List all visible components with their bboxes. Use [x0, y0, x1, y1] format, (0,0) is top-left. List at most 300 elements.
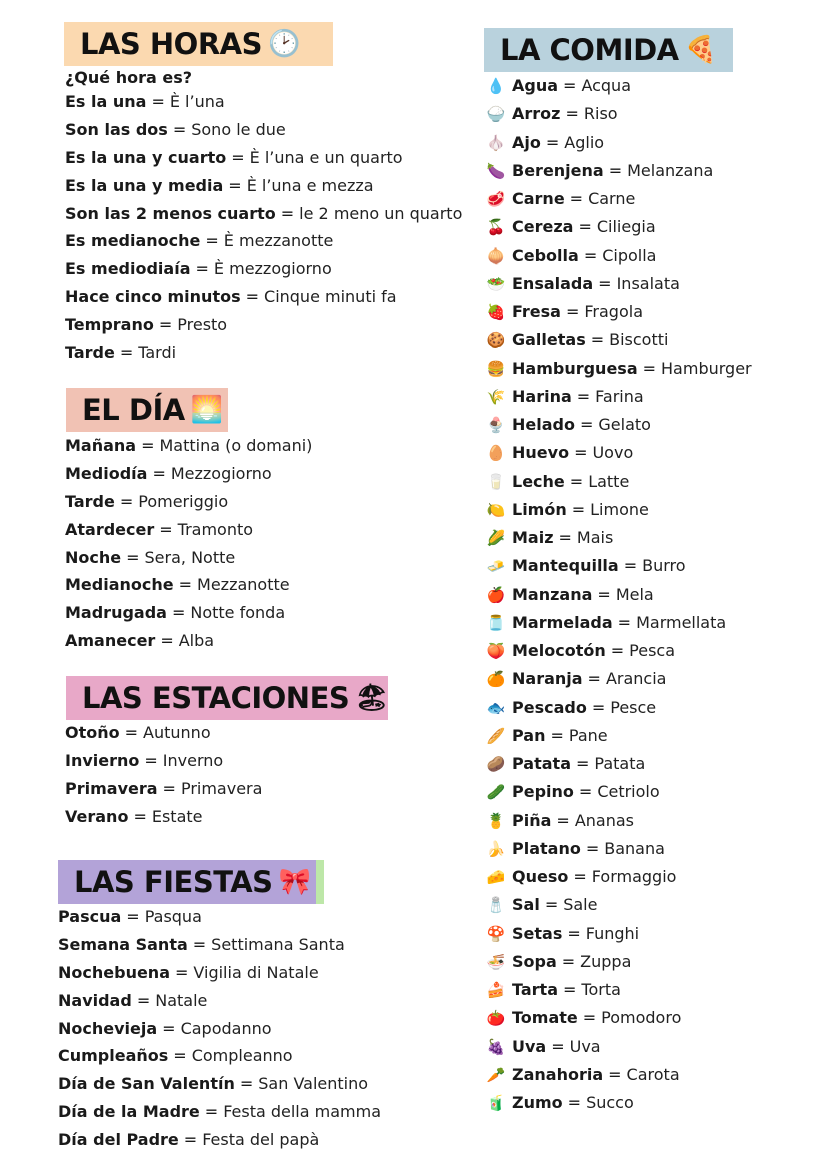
- italian-translation: Natale: [155, 990, 208, 1010]
- italian-translation: Burro: [642, 556, 686, 576]
- equals-sign: =: [569, 471, 584, 491]
- spanish-term: Zumo: [512, 1093, 563, 1112]
- equals-sign: =: [565, 104, 579, 124]
- spanish-term: Cereza: [512, 217, 574, 237]
- comida-list: [484, 72, 752, 1117]
- vocab-row: [484, 129, 752, 157]
- spanish-term: Otoño: [65, 723, 120, 742]
- vocab-row: [484, 524, 752, 552]
- egg-icon: 🥚: [486, 444, 506, 463]
- italian-translation: Torta: [581, 980, 621, 999]
- section-title-estaciones-text: LAS ESTACIONES: [82, 681, 350, 715]
- spanish-term: Es la una y media: [65, 175, 224, 195]
- italian-translation: Pomodoro: [601, 1008, 682, 1028]
- spanish-term: Temprano: [65, 315, 154, 335]
- vocab-row: [484, 863, 752, 891]
- spanish-term: Zanahoria: [512, 1064, 604, 1084]
- section-title-horas-text: LAS HORAS: [80, 27, 262, 61]
- equals-sign: =: [610, 641, 625, 660]
- italian-translation: Primavera: [180, 778, 263, 798]
- italian-translation: Sera, Notte: [144, 547, 236, 567]
- butter-icon: 🧈: [486, 557, 506, 576]
- spanish-term: Manzana: [512, 584, 593, 604]
- spanish-term: Berenjena: [512, 160, 604, 180]
- vocab-row: [484, 185, 752, 213]
- spanish-term: Tomate: [512, 1008, 578, 1028]
- spanish-term: Mediodía: [65, 463, 148, 483]
- vocab-row: [484, 976, 752, 1004]
- equals-sign: =: [124, 723, 139, 742]
- italian-translation: Marmellata: [636, 612, 727, 632]
- equals-sign: =: [574, 443, 588, 463]
- salad-icon: 🥗: [486, 274, 506, 293]
- italian-translation: Latte: [588, 471, 630, 491]
- vocab-row: [65, 747, 262, 775]
- spanish-term: Navidad: [58, 990, 132, 1010]
- vocab-row: [484, 637, 752, 665]
- italian-translation: Mattina (o domani): [159, 436, 313, 455]
- vocab-row: [58, 903, 381, 931]
- italian-translation: Carota: [626, 1064, 680, 1084]
- spanish-term: Melocotón: [512, 641, 606, 660]
- corn-icon: 🌽: [486, 529, 506, 547]
- equals-sign: =: [598, 273, 612, 293]
- italian-translation: È mezzogiorno: [213, 259, 332, 279]
- italian-translation: È l’una e mezza: [246, 175, 374, 195]
- italian-translation: Formaggio: [591, 867, 677, 886]
- vocab-row: [484, 355, 752, 383]
- italian-translation: Pane: [568, 725, 608, 745]
- italian-translation: Mezzanotte: [197, 575, 290, 595]
- spanish-term: Nochebuena: [58, 962, 170, 982]
- italian-translation: Ciliegia: [596, 217, 656, 237]
- equals-sign: =: [582, 1008, 597, 1028]
- spanish-term: Hamburguesa: [512, 358, 638, 378]
- vocab-row: [484, 1089, 752, 1117]
- vocab-row: [484, 326, 752, 354]
- fiestas-list: [58, 903, 381, 1154]
- italian-translation: Carne: [588, 189, 636, 208]
- ribbon-icon: 🎀: [278, 867, 311, 897]
- italian-translation: Aglio: [564, 132, 605, 152]
- sunrise-icon: 🌅: [190, 395, 223, 425]
- milk-icon: 🥛: [486, 472, 506, 491]
- spanish-term: Naranja: [512, 669, 583, 689]
- equals-sign: =: [565, 302, 580, 321]
- vocab-row: [58, 1015, 381, 1043]
- rice-icon: 🍚: [486, 105, 506, 124]
- pineapple-icon: 🍍: [486, 811, 506, 830]
- vocab-row: [65, 88, 462, 116]
- vocab-row: [65, 255, 462, 283]
- spanish-term: Son las 2 menos cuarto: [65, 203, 276, 223]
- spanish-term: Semana Santa: [58, 934, 188, 954]
- juice-box-icon: 🧃: [486, 1094, 506, 1112]
- jar-icon: 🫙: [486, 613, 506, 632]
- vocab-row: [484, 72, 752, 100]
- spanish-term: Platano: [512, 838, 581, 858]
- spanish-term: Galletas: [512, 330, 586, 350]
- section-title-dia-text: EL DÍA: [82, 393, 185, 427]
- equals-sign: =: [141, 436, 155, 455]
- italian-translation: Farina: [595, 386, 644, 406]
- equals-sign: =: [642, 358, 657, 378]
- italian-translation: È mezzanotte: [223, 231, 334, 251]
- equals-sign: =: [172, 119, 187, 139]
- italian-translation: Festa del papà: [202, 1130, 320, 1150]
- equals-sign: =: [558, 528, 572, 547]
- equals-sign: =: [119, 343, 134, 363]
- spanish-term: Tarde: [65, 491, 115, 511]
- vocab-row: [58, 959, 381, 987]
- spanish-term: Maiz: [512, 528, 554, 547]
- vocab-row: [58, 931, 381, 959]
- apple-icon: 🍎: [486, 585, 506, 604]
- spanish-term: Sal: [512, 895, 540, 915]
- vocab-row: [65, 311, 462, 339]
- vocab-row: [65, 432, 312, 460]
- cake-icon: 🍰: [486, 981, 506, 999]
- beach-umbrella-icon: 🏖: [355, 683, 388, 713]
- orange-icon: 🍊: [486, 670, 506, 689]
- spanish-term: Día de San Valentín: [58, 1074, 235, 1094]
- spanish-term: Carne: [512, 189, 565, 208]
- equals-sign: =: [195, 259, 209, 279]
- italian-translation: Estate: [151, 806, 203, 826]
- equals-sign: =: [239, 1074, 254, 1094]
- equals-sign: =: [162, 1018, 176, 1038]
- equals-sign: =: [173, 1046, 187, 1066]
- equals-sign: =: [623, 556, 638, 576]
- equals-sign: =: [228, 175, 242, 195]
- vocab-row: [484, 948, 752, 976]
- vocab-row: [484, 609, 752, 637]
- equals-sign: =: [144, 750, 158, 770]
- italian-translation: Pesca: [629, 641, 676, 660]
- italian-translation: Hamburger: [661, 358, 752, 378]
- spanish-term: Nochevieja: [58, 1018, 158, 1038]
- italian-translation: Fragola: [584, 302, 643, 321]
- equals-sign: =: [573, 867, 587, 886]
- equals-sign: =: [280, 203, 295, 223]
- spanish-term: Amanecer: [65, 631, 156, 651]
- vocab-row: [484, 1004, 752, 1032]
- vocab-row: [484, 157, 752, 185]
- equals-sign: =: [576, 386, 591, 406]
- vocab-row: [484, 665, 752, 693]
- spanish-term: Ajo: [512, 132, 541, 152]
- vocab-row: [484, 411, 752, 439]
- spanish-term: Día de la Madre: [58, 1102, 200, 1122]
- vocab-row: [484, 1061, 752, 1089]
- vocab-row: [65, 144, 462, 172]
- spanish-term: Marmelada: [512, 612, 613, 632]
- italian-translation: Mela: [615, 584, 654, 604]
- spanish-term: Helado: [512, 415, 575, 434]
- equals-sign: =: [205, 231, 219, 251]
- spanish-term: Queso: [512, 867, 569, 886]
- spanish-term: Pescado: [512, 697, 587, 717]
- vocab-row: [484, 383, 752, 411]
- equals-sign: =: [158, 315, 173, 335]
- italian-translation: Cipolla: [602, 245, 657, 265]
- vocab-row: [484, 270, 752, 298]
- vocab-row: [65, 571, 312, 599]
- vocab-row: [484, 778, 752, 806]
- vocab-row: [65, 599, 312, 627]
- italian-translation: Autunno: [143, 723, 211, 742]
- italian-translation: Funghi: [585, 923, 640, 943]
- spanish-term: Es la una y cuarto: [65, 147, 227, 167]
- vocab-row: [58, 1070, 381, 1098]
- italian-translation: Tardi: [138, 343, 177, 363]
- italian-translation: Notte fonda: [190, 603, 286, 623]
- cheese-icon: 🧀: [486, 868, 506, 886]
- equals-sign: =: [136, 990, 151, 1010]
- equals-sign: =: [245, 287, 260, 307]
- spanish-term: Cumpleaños: [58, 1046, 169, 1066]
- equals-sign: =: [126, 547, 140, 567]
- ice-cream-icon: 🍨: [486, 416, 506, 434]
- spanish-term: Huevo: [512, 443, 570, 463]
- vocab-row: [58, 1098, 381, 1126]
- italian-translation: Capodanno: [180, 1018, 272, 1038]
- carrot-icon: 🥕: [486, 1065, 506, 1084]
- italian-translation: Acqua: [581, 76, 631, 95]
- wheat-icon: 🌾: [486, 387, 506, 406]
- italian-translation: È l’una: [169, 92, 225, 111]
- equals-sign: =: [178, 575, 193, 595]
- vocab-row: [65, 460, 312, 488]
- equals-sign: =: [162, 778, 176, 798]
- equals-sign: =: [545, 132, 560, 152]
- equals-sign: =: [160, 631, 174, 651]
- section-title-horas: [64, 22, 333, 66]
- spanish-term: Madrugada: [65, 603, 167, 623]
- vocab-row: [484, 835, 752, 863]
- italian-translation: Festa della mamma: [223, 1102, 382, 1122]
- italian-translation: Riso: [583, 104, 618, 124]
- italian-translation: Arancia: [605, 669, 667, 689]
- italian-translation: Uovo: [592, 443, 634, 463]
- italian-translation: San Valentino: [258, 1074, 369, 1094]
- equals-sign: =: [192, 934, 207, 954]
- vocab-row: [484, 722, 752, 750]
- italian-translation: Alba: [178, 631, 215, 651]
- equals-sign: =: [590, 330, 605, 350]
- meat-icon: 🥩: [486, 190, 506, 208]
- vocab-row: [65, 627, 312, 655]
- spanish-term: Primavera: [65, 778, 158, 798]
- equals-sign: =: [608, 160, 623, 180]
- equals-sign: =: [569, 189, 584, 208]
- vocab-row: [484, 439, 752, 467]
- spanish-term: Ensalada: [512, 273, 594, 293]
- italian-translation: Limone: [590, 499, 649, 519]
- equals-sign: =: [119, 491, 134, 511]
- spanish-term: Tarta: [512, 980, 558, 999]
- section-title-comida-text: LA COMIDA: [500, 33, 679, 67]
- italian-translation: Banana: [604, 838, 665, 858]
- equals-sign: =: [231, 147, 245, 167]
- garlic-icon: 🧄: [486, 133, 506, 152]
- spanish-term: Cebolla: [512, 245, 579, 265]
- clock-icon: 🕑: [268, 29, 300, 59]
- equals-sign: =: [567, 923, 581, 943]
- italian-translation: Mais: [576, 528, 614, 547]
- equals-sign: =: [550, 725, 564, 745]
- italian-translation: Mezzogiorno: [170, 463, 272, 483]
- vocab-row: [65, 172, 462, 200]
- spanish-term: Pascua: [58, 907, 122, 926]
- vocab-row: [65, 200, 462, 228]
- spanish-term: Hace cinco minutos: [65, 287, 241, 307]
- vocab-row: [65, 719, 262, 747]
- vocab-row: [65, 116, 462, 144]
- equals-sign: =: [152, 463, 166, 483]
- hamburger-icon: 🍔: [486, 359, 506, 378]
- equals-sign: =: [617, 612, 632, 632]
- equals-sign: =: [578, 217, 592, 237]
- italian-translation: Melanzana: [627, 160, 714, 180]
- spanish-term: Es la una: [65, 92, 147, 111]
- equals-sign: =: [608, 1064, 622, 1084]
- italian-translation: Inverno: [162, 750, 224, 770]
- vocab-row: [65, 283, 462, 311]
- tomato-icon: 🍅: [486, 1009, 506, 1028]
- equals-sign: =: [562, 980, 577, 999]
- vocab-row: [484, 1033, 752, 1061]
- italian-translation: Succo: [586, 1093, 634, 1112]
- peach-icon: 🍑: [486, 642, 506, 660]
- section-title-dia: [66, 388, 228, 432]
- vocab-row: [484, 920, 752, 948]
- spanish-term: Son las dos: [65, 119, 168, 139]
- equals-sign: =: [563, 76, 577, 95]
- equals-sign: =: [587, 669, 601, 689]
- equals-sign: =: [575, 754, 590, 773]
- vocab-row: [484, 298, 752, 326]
- equals-sign: =: [567, 1093, 582, 1112]
- mushroom-icon: 🍄: [486, 924, 506, 943]
- equals-sign: =: [151, 92, 165, 111]
- horas-list: [65, 88, 462, 367]
- equals-sign: =: [585, 838, 600, 858]
- spanish-term: Piña: [512, 810, 552, 830]
- spanish-term: Invierno: [65, 750, 140, 770]
- spanish-term: Uva: [512, 1036, 547, 1056]
- soup-icon: 🍜: [486, 952, 506, 971]
- cookie-icon: 🍪: [486, 331, 506, 350]
- vocab-row: [65, 488, 312, 516]
- italian-translation: Pomeriggio: [138, 491, 229, 511]
- vocab-row: [65, 803, 262, 831]
- italian-translation: Insalata: [616, 273, 680, 293]
- spanish-term: Setas: [512, 923, 563, 943]
- italian-translation: Ananas: [574, 810, 634, 830]
- pizza-icon: 🍕: [684, 35, 717, 65]
- equals-sign: =: [133, 806, 147, 826]
- spanish-term: Es medianoche: [65, 231, 201, 251]
- cherries-icon: 🍒: [486, 218, 506, 237]
- equals-sign: =: [204, 1102, 219, 1122]
- equals-sign: =: [159, 519, 173, 539]
- spanish-term: Arroz: [512, 104, 561, 124]
- equals-sign: =: [579, 415, 594, 434]
- italian-translation: Vigilia di Natale: [193, 962, 319, 982]
- spanish-term: Pepino: [512, 782, 574, 802]
- section-title-comida: [484, 28, 733, 72]
- italian-translation: Sale: [563, 895, 598, 915]
- banana-icon: 🍌: [486, 839, 506, 858]
- spanish-term: Agua: [512, 76, 559, 95]
- vocab-row: [58, 1042, 381, 1070]
- vocab-row: [65, 544, 312, 572]
- italian-translation: Zuppa: [580, 951, 632, 971]
- equals-sign: =: [551, 1036, 565, 1056]
- italian-translation: le 2 meno un quarto: [299, 203, 463, 223]
- estaciones-list: [65, 719, 262, 831]
- italian-translation: Pesce: [610, 697, 657, 717]
- onion-icon: 🧅: [486, 246, 506, 265]
- italian-translation: È l’una e un quarto: [249, 147, 403, 167]
- vocab-row: [484, 581, 752, 609]
- strawberry-icon: 🍓: [486, 303, 506, 321]
- bread-icon: 🥖: [486, 726, 506, 745]
- spanish-term: Atardecer: [65, 519, 155, 539]
- equals-sign: =: [544, 895, 559, 915]
- vocab-row: [58, 987, 381, 1015]
- grapes-icon: 🍇: [486, 1037, 506, 1056]
- equals-sign: =: [556, 810, 570, 830]
- italian-translation: Settimana Santa: [211, 934, 345, 954]
- vocab-row: [484, 807, 752, 835]
- equals-sign: =: [175, 962, 189, 982]
- section-title-fiestas: [58, 860, 324, 904]
- italian-translation: Presto: [177, 315, 228, 335]
- italian-translation: Biscotti: [609, 330, 669, 350]
- spanish-term: Sopa: [512, 951, 557, 971]
- lemon-icon: 🍋: [486, 500, 506, 519]
- vocab-row: [484, 694, 752, 722]
- vocab-row: [484, 552, 752, 580]
- italian-translation: Cinque minuti fa: [264, 287, 397, 307]
- section-title-fiestas-text: LAS FIESTAS: [74, 865, 273, 899]
- spanish-term: Harina: [512, 386, 572, 406]
- vocab-row: [484, 213, 752, 241]
- vocab-row: [484, 468, 752, 496]
- spanish-term: Día del Padre: [58, 1130, 179, 1150]
- italian-translation: Uva: [569, 1036, 601, 1056]
- spanish-term: Leche: [512, 471, 565, 491]
- equals-sign: =: [597, 584, 611, 604]
- equals-sign: =: [171, 603, 186, 623]
- dia-list: [65, 432, 312, 655]
- horas-question: ¿Qué hora es?: [65, 68, 192, 87]
- spanish-term: Mantequilla: [512, 556, 619, 576]
- equals-sign: =: [591, 697, 606, 717]
- vocab-row: [484, 750, 752, 778]
- spanish-term: Noche: [65, 547, 122, 567]
- spanish-term: Patata: [512, 754, 571, 773]
- equals-sign: =: [583, 245, 598, 265]
- potato-icon: 🥔: [486, 755, 506, 773]
- cucumber-icon: 🥒: [486, 783, 506, 802]
- salt-icon: 🧂: [486, 896, 506, 915]
- vocab-row: [484, 891, 752, 919]
- eggplant-icon: 🍆: [486, 161, 506, 180]
- vocab-row: [484, 496, 752, 524]
